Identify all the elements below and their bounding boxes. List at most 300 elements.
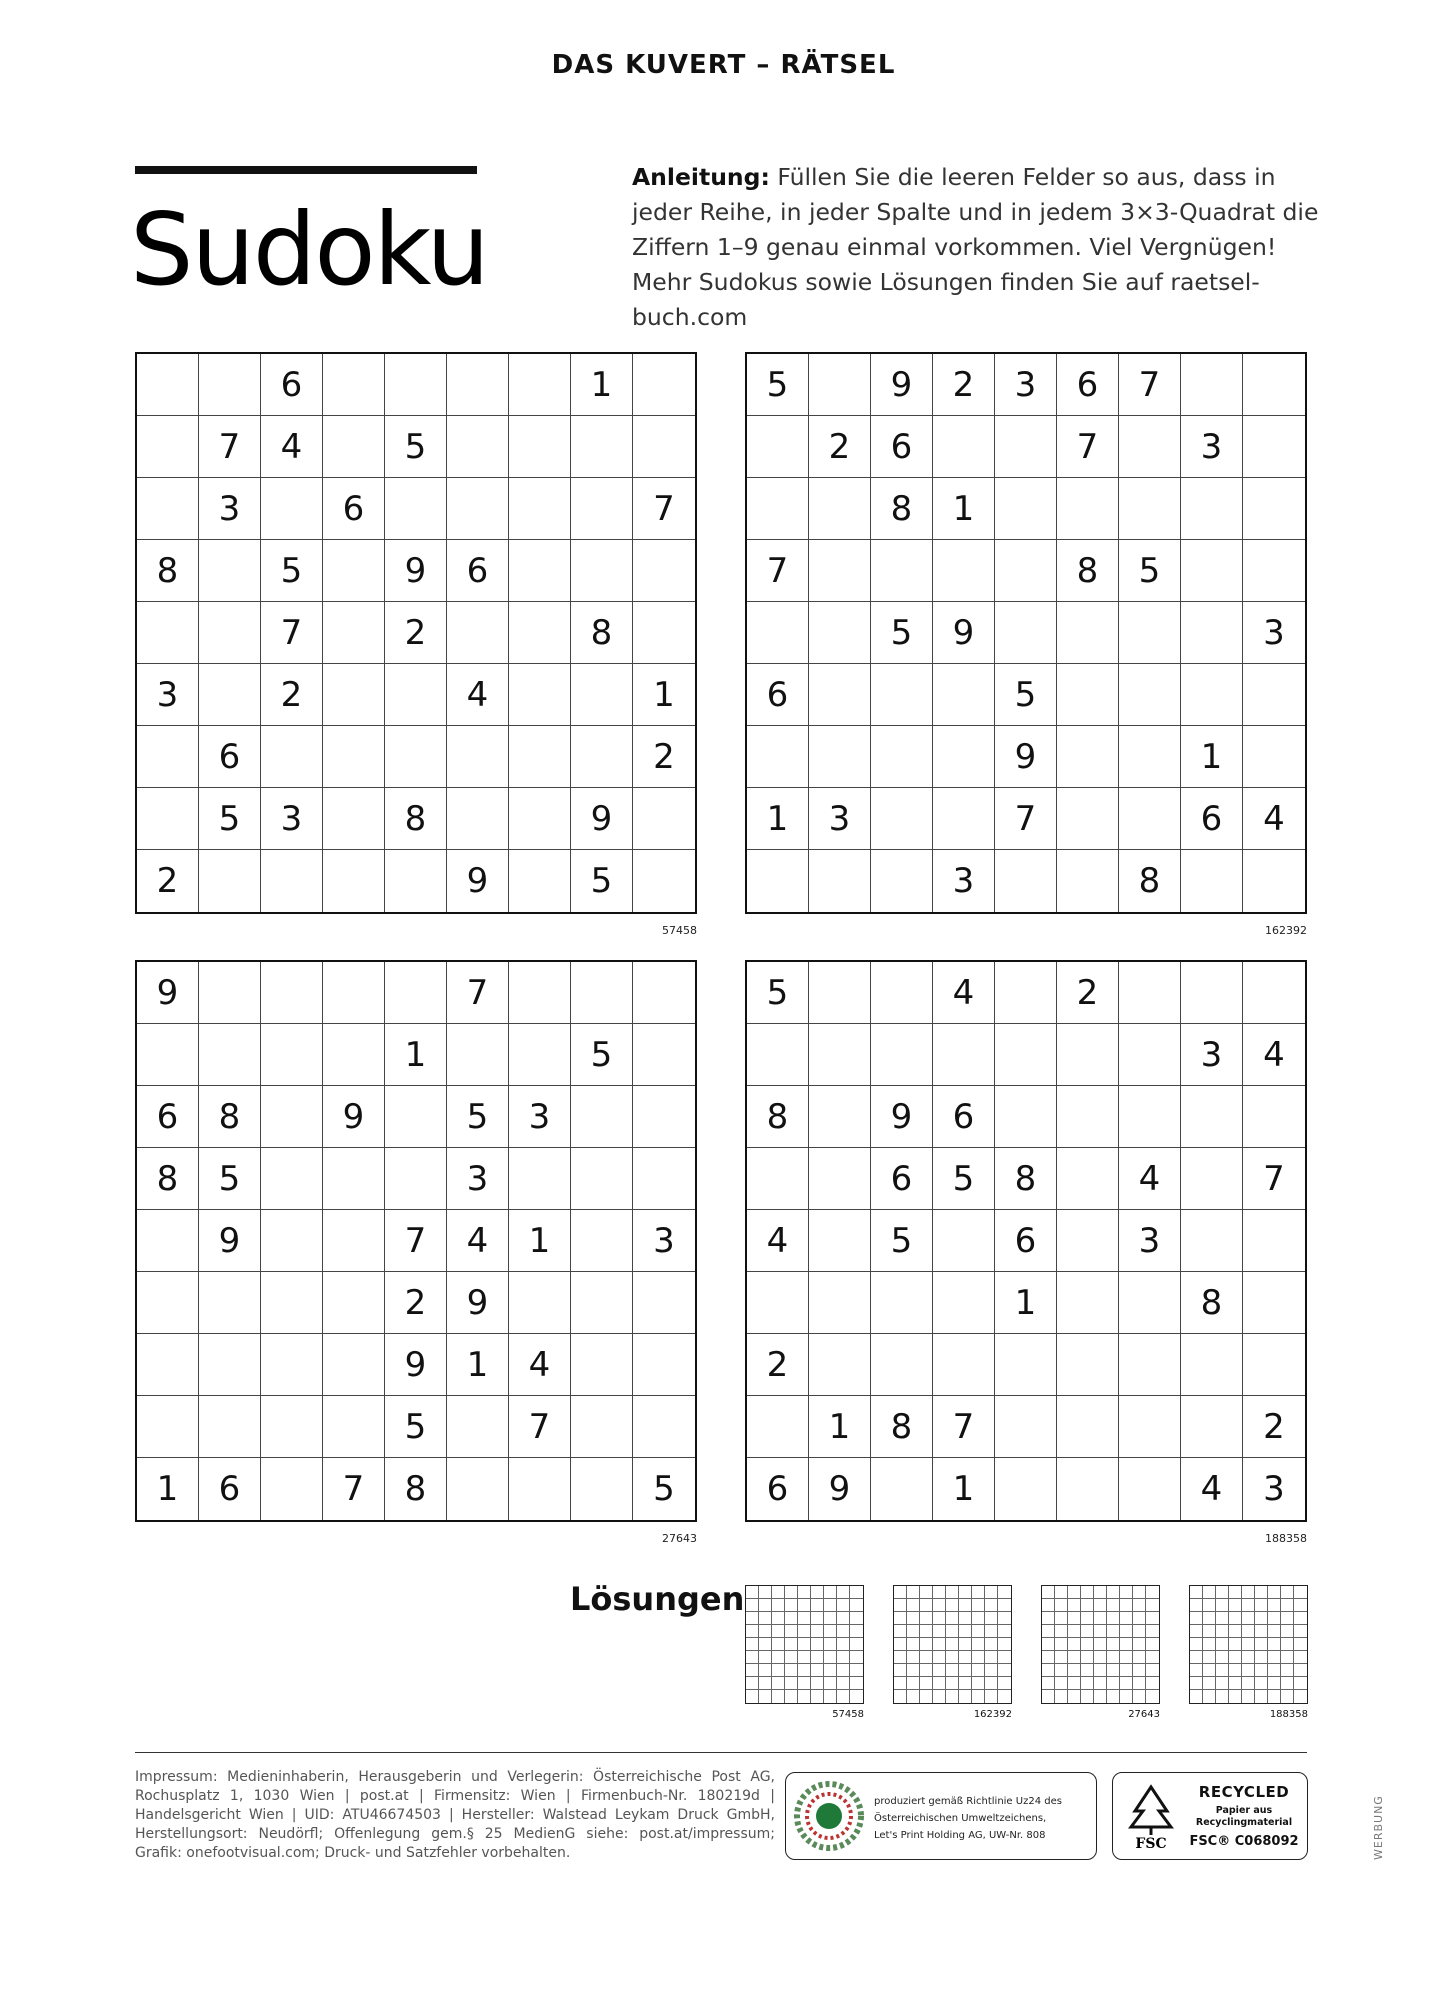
sudoku-cell[interactable]: 1 [633, 664, 695, 726]
sudoku-cell[interactable]: 1 [933, 478, 995, 540]
sudoku-cell[interactable] [809, 1086, 871, 1148]
sudoku-cell[interactable] [747, 478, 809, 540]
sudoku-cell[interactable] [1057, 1272, 1119, 1334]
sudoku-cell[interactable]: 6 [871, 1148, 933, 1210]
sudoku-cell[interactable] [1243, 1272, 1305, 1334]
sudoku-cell[interactable]: 4 [447, 1210, 509, 1272]
sudoku-cell[interactable] [323, 962, 385, 1024]
sudoku-cell[interactable] [509, 1458, 571, 1520]
sudoku-cell[interactable] [995, 1458, 1057, 1520]
sudoku-cell[interactable]: 7 [1119, 354, 1181, 416]
sudoku-cell[interactable] [447, 1458, 509, 1520]
sudoku-cell[interactable] [1119, 1272, 1181, 1334]
sudoku-cell[interactable]: 6 [261, 354, 323, 416]
sudoku-cell[interactable] [323, 788, 385, 850]
sudoku-cell[interactable] [385, 1086, 447, 1148]
sudoku-cell[interactable] [571, 1086, 633, 1148]
sudoku-cell[interactable] [447, 1024, 509, 1086]
sudoku-cell[interactable] [199, 962, 261, 1024]
sudoku-cell[interactable]: 6 [323, 478, 385, 540]
sudoku-cell[interactable] [261, 962, 323, 1024]
sudoku-cell[interactable] [137, 1272, 199, 1334]
sudoku-cell[interactable] [871, 540, 933, 602]
sudoku-cell[interactable] [509, 416, 571, 478]
sudoku-cell[interactable] [933, 726, 995, 788]
sudoku-cell[interactable]: 2 [747, 1334, 809, 1396]
sudoku-cell[interactable]: 4 [1119, 1148, 1181, 1210]
sudoku-cell[interactable] [571, 1272, 633, 1334]
sudoku-cell[interactable]: 4 [1181, 1458, 1243, 1520]
sudoku-cell[interactable]: 4 [261, 416, 323, 478]
sudoku-cell[interactable] [261, 1396, 323, 1458]
sudoku-cell[interactable]: 2 [1057, 962, 1119, 1024]
sudoku-cell[interactable]: 6 [199, 726, 261, 788]
sudoku-cell[interactable] [261, 726, 323, 788]
sudoku-cell[interactable] [199, 1272, 261, 1334]
sudoku-cell[interactable] [323, 416, 385, 478]
sudoku-cell[interactable] [871, 1272, 933, 1334]
sudoku-cell[interactable] [447, 726, 509, 788]
sudoku-cell[interactable]: 5 [653, 1469, 675, 1509]
sudoku-cell[interactable] [509, 478, 571, 540]
sudoku-cell[interactable] [385, 1148, 447, 1210]
sudoku-cell[interactable] [633, 850, 695, 912]
sudoku-cell[interactable]: 7 [323, 1458, 385, 1520]
sudoku-cell[interactable] [1057, 664, 1119, 726]
sudoku-cell[interactable] [385, 664, 447, 726]
sudoku-cell[interactable] [1181, 962, 1243, 1024]
sudoku-cell[interactable] [1119, 1458, 1181, 1520]
sudoku-cell[interactable] [995, 1396, 1057, 1458]
sudoku-cell[interactable] [447, 602, 509, 664]
sudoku-cell[interactable] [323, 664, 385, 726]
sudoku-cell[interactable] [1243, 354, 1305, 416]
sudoku-cell[interactable] [871, 850, 933, 912]
sudoku-cell[interactable]: 3 [809, 788, 871, 850]
sudoku-cell[interactable] [1243, 478, 1305, 540]
sudoku-cell[interactable] [199, 850, 261, 912]
sudoku-cell[interactable]: 8 [1181, 1272, 1243, 1334]
sudoku-cell[interactable] [261, 1148, 323, 1210]
sudoku-cell[interactable] [571, 540, 633, 602]
sudoku-cell[interactable] [571, 1396, 633, 1458]
sudoku-cell[interactable] [995, 1024, 1057, 1086]
sudoku-cell[interactable] [747, 602, 809, 664]
sudoku-cell[interactable]: 3 [633, 1210, 695, 1272]
sudoku-cell[interactable] [747, 726, 809, 788]
sudoku-cell[interactable] [1243, 664, 1305, 726]
sudoku-cell[interactable] [199, 664, 261, 726]
sudoku-cell[interactable] [571, 664, 633, 726]
sudoku-cell[interactable]: 2 [933, 354, 995, 416]
sudoku-cell[interactable]: 9 [385, 1334, 447, 1396]
sudoku-cell[interactable] [633, 1334, 695, 1396]
sudoku-cell[interactable] [1243, 850, 1305, 912]
sudoku-cell[interactable]: 7 [933, 1396, 995, 1458]
sudoku-cell[interactable] [633, 1086, 695, 1148]
sudoku-cell[interactable] [933, 664, 995, 726]
sudoku-cell[interactable] [1243, 726, 1305, 788]
sudoku-cell[interactable] [137, 478, 199, 540]
sudoku-cell[interactable] [809, 478, 871, 540]
sudoku-cell[interactable] [261, 1210, 323, 1272]
sudoku-cell[interactable]: 6 [747, 1458, 809, 1520]
sudoku-cell[interactable] [323, 1210, 385, 1272]
sudoku-cell[interactable] [995, 602, 1057, 664]
sudoku-cell[interactable]: 1 [1181, 726, 1243, 788]
sudoku-cell[interactable] [747, 1024, 809, 1086]
sudoku-cell[interactable] [1181, 664, 1243, 726]
sudoku-cell[interactable]: 5 [385, 416, 447, 478]
sudoku-cell[interactable]: 8 [995, 1148, 1057, 1210]
sudoku-cell[interactable] [509, 726, 571, 788]
sudoku-cell[interactable]: 5 [871, 602, 933, 664]
sudoku-cell[interactable]: 1 [933, 1458, 995, 1520]
sudoku-cell[interactable]: 4 [747, 1210, 809, 1272]
sudoku-cell[interactable] [323, 1024, 385, 1086]
sudoku-cell[interactable] [261, 1086, 323, 1148]
sudoku-cell[interactable] [509, 850, 571, 912]
sudoku-cell[interactable] [137, 1334, 199, 1396]
sudoku-cell[interactable] [1119, 1334, 1181, 1396]
sudoku-cell[interactable]: 5 [571, 1024, 633, 1086]
sudoku-cell[interactable]: 8 [385, 1458, 447, 1520]
sudoku-cell[interactable] [137, 788, 199, 850]
sudoku-cell[interactable]: 7 [385, 1210, 447, 1272]
sudoku-cell[interactable]: 2 [385, 602, 447, 664]
sudoku-cell[interactable]: 1 [809, 1396, 871, 1458]
sudoku-cell[interactable] [933, 788, 995, 850]
sudoku-cell[interactable] [809, 1210, 871, 1272]
sudoku-cell[interactable] [871, 962, 933, 1024]
sudoku-cell[interactable] [1057, 788, 1119, 850]
sudoku-cell[interactable]: 6 [1057, 354, 1119, 416]
sudoku-cell[interactable]: 2 [633, 726, 695, 788]
sudoku-cell[interactable] [633, 962, 695, 1024]
sudoku-cell[interactable] [199, 1396, 261, 1458]
sudoku-cell[interactable]: 6 [871, 416, 933, 478]
sudoku-cell[interactable]: 7 [447, 962, 509, 1024]
sudoku-cell[interactable]: 3 [447, 1148, 509, 1210]
sudoku-cell[interactable] [1057, 1148, 1119, 1210]
sudoku-cell[interactable] [323, 850, 385, 912]
sudoku-cell[interactable] [261, 1024, 323, 1086]
sudoku-cell[interactable] [933, 1272, 995, 1334]
sudoku-cell[interactable] [747, 1396, 809, 1458]
sudoku-cell[interactable] [199, 602, 261, 664]
sudoku-cell[interactable] [385, 726, 447, 788]
sudoku-cell[interactable] [633, 788, 695, 850]
sudoku-cell[interactable] [1119, 962, 1181, 1024]
sudoku-cell[interactable]: 3 [1181, 1024, 1243, 1086]
sudoku-cell[interactable] [995, 1334, 1057, 1396]
sudoku-cell[interactable] [509, 1272, 571, 1334]
sudoku-cell[interactable]: 3 [1263, 1469, 1285, 1509]
sudoku-cell[interactable] [995, 540, 1057, 602]
sudoku-cell[interactable] [633, 1024, 695, 1086]
sudoku-cell[interactable] [633, 602, 695, 664]
sudoku-cell[interactable]: 5 [995, 664, 1057, 726]
sudoku-cell[interactable]: 6 [933, 1086, 995, 1148]
sudoku-cell[interactable] [571, 726, 633, 788]
sudoku-cell[interactable]: 5 [933, 1148, 995, 1210]
sudoku-cell[interactable] [1119, 1396, 1181, 1458]
sudoku-cell[interactable] [1181, 1210, 1243, 1272]
sudoku-cell[interactable] [633, 416, 695, 478]
sudoku-cell[interactable] [137, 726, 199, 788]
sudoku-cell[interactable]: 3 [933, 850, 995, 912]
sudoku-cell[interactable] [1057, 1458, 1119, 1520]
sudoku-cell[interactable] [571, 416, 633, 478]
sudoku-cell[interactable] [1243, 1210, 1305, 1272]
sudoku-cell[interactable] [323, 1396, 385, 1458]
sudoku-cell[interactable]: 9 [447, 850, 509, 912]
sudoku-cell[interactable] [137, 354, 199, 416]
sudoku-cell[interactable]: 8 [571, 602, 633, 664]
sudoku-cell[interactable] [809, 1272, 871, 1334]
sudoku-cell[interactable]: 7 [1057, 416, 1119, 478]
sudoku-cell[interactable] [323, 1334, 385, 1396]
sudoku-cell[interactable]: 9 [199, 1210, 261, 1272]
sudoku-cell[interactable] [633, 1272, 695, 1334]
sudoku-cell[interactable] [385, 478, 447, 540]
sudoku-cell[interactable] [447, 478, 509, 540]
sudoku-cell[interactable] [1243, 962, 1305, 1024]
sudoku-cell[interactable] [261, 478, 323, 540]
sudoku-cell[interactable] [447, 1396, 509, 1458]
sudoku-cell[interactable]: 7 [199, 416, 261, 478]
sudoku-cell[interactable] [1057, 478, 1119, 540]
sudoku-cell[interactable] [633, 354, 695, 416]
sudoku-cell[interactable] [871, 1024, 933, 1086]
sudoku-cell[interactable] [1243, 1086, 1305, 1148]
sudoku-cell[interactable] [747, 850, 809, 912]
sudoku-cell[interactable] [571, 1148, 633, 1210]
sudoku-cell[interactable] [1119, 416, 1181, 478]
sudoku-cell[interactable] [1057, 602, 1119, 664]
sudoku-cell[interactable]: 2 [1243, 1396, 1305, 1458]
sudoku-cell[interactable] [809, 354, 871, 416]
sudoku-cell[interactable] [1181, 1396, 1243, 1458]
sudoku-cell[interactable] [1119, 726, 1181, 788]
sudoku-cell[interactable] [323, 1148, 385, 1210]
sudoku-cell[interactable] [1181, 354, 1243, 416]
sudoku-cell[interactable] [933, 1024, 995, 1086]
sudoku-cell[interactable] [323, 1272, 385, 1334]
sudoku-cell[interactable]: 6 [447, 540, 509, 602]
sudoku-cell[interactable] [809, 1024, 871, 1086]
sudoku-cell[interactable] [137, 602, 199, 664]
sudoku-cell[interactable] [509, 788, 571, 850]
sudoku-cell[interactable] [809, 602, 871, 664]
sudoku-cell[interactable]: 5 [871, 1210, 933, 1272]
sudoku-cell[interactable]: 2 [137, 850, 199, 912]
sudoku-cell[interactable] [995, 962, 1057, 1024]
sudoku-cell[interactable] [261, 1458, 323, 1520]
sudoku-cell[interactable]: 5 [199, 1148, 261, 1210]
sudoku-cell[interactable]: 5 [447, 1086, 509, 1148]
sudoku-cell[interactable] [571, 1334, 633, 1396]
sudoku-cell[interactable] [995, 478, 1057, 540]
sudoku-cell[interactable] [809, 962, 871, 1024]
sudoku-cell[interactable] [633, 1148, 695, 1210]
sudoku-cell[interactable]: 1 [137, 1458, 199, 1520]
sudoku-cell[interactable] [1057, 1334, 1119, 1396]
sudoku-cell[interactable] [509, 664, 571, 726]
sudoku-cell[interactable] [1057, 726, 1119, 788]
sudoku-cell[interactable]: 7 [1243, 1148, 1305, 1210]
sudoku-cell[interactable]: 8 [199, 1086, 261, 1148]
sudoku-cell[interactable] [261, 850, 323, 912]
sudoku-cell[interactable] [1119, 788, 1181, 850]
sudoku-cell[interactable]: 4 [447, 664, 509, 726]
sudoku-cell[interactable] [633, 1396, 695, 1458]
sudoku-cell[interactable] [747, 1148, 809, 1210]
sudoku-cell[interactable] [571, 1210, 633, 1272]
sudoku-cell[interactable] [385, 962, 447, 1024]
sudoku-cell[interactable] [1057, 1210, 1119, 1272]
sudoku-cell[interactable] [809, 664, 871, 726]
sudoku-cell[interactable]: 3 [1119, 1210, 1181, 1272]
sudoku-cell[interactable] [871, 1334, 933, 1396]
sudoku-cell[interactable]: 1 [509, 1210, 571, 1272]
sudoku-cell[interactable]: 8 [871, 478, 933, 540]
sudoku-cell[interactable]: 1 [385, 1024, 447, 1086]
sudoku-cell[interactable]: 8 [747, 1086, 809, 1148]
sudoku-cell[interactable]: 5 [747, 962, 809, 1024]
sudoku-cell[interactable]: 6 [199, 1458, 261, 1520]
sudoku-cell[interactable] [571, 1458, 633, 1520]
sudoku-cell[interactable]: 5 [747, 354, 809, 416]
sudoku-cell[interactable] [871, 788, 933, 850]
sudoku-cell[interactable] [871, 1458, 933, 1520]
sudoku-cell[interactable] [747, 416, 809, 478]
sudoku-cell[interactable] [1119, 602, 1181, 664]
sudoku-cell[interactable] [1057, 1024, 1119, 1086]
sudoku-cell[interactable] [1181, 1086, 1243, 1148]
sudoku-cell[interactable]: 9 [933, 602, 995, 664]
sudoku-cell[interactable] [933, 1334, 995, 1396]
sudoku-cell[interactable] [1119, 478, 1181, 540]
sudoku-cell[interactable]: 9 [809, 1458, 871, 1520]
sudoku-cell[interactable] [933, 416, 995, 478]
sudoku-cell[interactable]: 2 [261, 664, 323, 726]
sudoku-cell[interactable]: 9 [571, 788, 633, 850]
sudoku-cell[interactable]: 1 [447, 1334, 509, 1396]
sudoku-cell[interactable] [809, 850, 871, 912]
sudoku-cell[interactable]: 3 [509, 1086, 571, 1148]
sudoku-cell[interactable]: 2 [385, 1272, 447, 1334]
sudoku-cell[interactable]: 8 [1119, 850, 1181, 912]
sudoku-cell[interactable] [447, 354, 509, 416]
sudoku-cell[interactable]: 3 [995, 354, 1057, 416]
sudoku-cell[interactable]: 9 [995, 726, 1057, 788]
sudoku-cell[interactable] [1181, 540, 1243, 602]
sudoku-cell[interactable] [199, 1024, 261, 1086]
sudoku-cell[interactable] [447, 788, 509, 850]
sudoku-cell[interactable] [323, 726, 385, 788]
sudoku-cell[interactable] [1119, 1086, 1181, 1148]
sudoku-cell[interactable] [509, 540, 571, 602]
sudoku-cell[interactable] [261, 1272, 323, 1334]
sudoku-cell[interactable]: 1 [571, 354, 633, 416]
sudoku-cell[interactable] [1057, 1086, 1119, 1148]
sudoku-cell[interactable] [1181, 850, 1243, 912]
sudoku-cell[interactable] [809, 540, 871, 602]
sudoku-cell[interactable]: 8 [871, 1396, 933, 1458]
sudoku-cell[interactable] [199, 1334, 261, 1396]
sudoku-cell[interactable]: 3 [1243, 602, 1305, 664]
sudoku-cell[interactable]: 9 [385, 540, 447, 602]
sudoku-cell[interactable] [1181, 602, 1243, 664]
sudoku-cell[interactable] [199, 540, 261, 602]
sudoku-cell[interactable]: 9 [447, 1272, 509, 1334]
sudoku-cell[interactable] [509, 354, 571, 416]
sudoku-cell[interactable]: 4 [509, 1334, 571, 1396]
sudoku-cell[interactable] [323, 602, 385, 664]
sudoku-cell[interactable]: 3 [1181, 416, 1243, 478]
sudoku-cell[interactable] [995, 850, 1057, 912]
sudoku-cell[interactable] [871, 726, 933, 788]
sudoku-cell[interactable] [323, 354, 385, 416]
sudoku-cell[interactable] [1181, 1334, 1243, 1396]
sudoku-cell[interactable] [933, 1210, 995, 1272]
sudoku-cell[interactable] [509, 962, 571, 1024]
sudoku-cell[interactable]: 8 [1057, 540, 1119, 602]
sudoku-cell[interactable]: 5 [571, 850, 633, 912]
sudoku-cell[interactable]: 7 [509, 1396, 571, 1458]
sudoku-cell[interactable]: 2 [809, 416, 871, 478]
sudoku-cell[interactable] [137, 1024, 199, 1086]
sudoku-cell[interactable]: 6 [1181, 788, 1243, 850]
sudoku-cell[interactable] [747, 1272, 809, 1334]
sudoku-cell[interactable] [385, 850, 447, 912]
sudoku-cell[interactable] [809, 1148, 871, 1210]
sudoku-cell[interactable]: 5 [199, 788, 261, 850]
sudoku-cell[interactable]: 8 [385, 788, 447, 850]
sudoku-cell[interactable] [323, 540, 385, 602]
sudoku-cell[interactable]: 8 [137, 540, 199, 602]
sudoku-cell[interactable]: 9 [137, 962, 199, 1024]
sudoku-cell[interactable] [137, 1396, 199, 1458]
sudoku-cell[interactable] [1119, 1024, 1181, 1086]
sudoku-cell[interactable] [571, 478, 633, 540]
sudoku-cell[interactable] [1181, 478, 1243, 540]
sudoku-cell[interactable] [871, 664, 933, 726]
sudoku-cell[interactable]: 7 [995, 788, 1057, 850]
sudoku-cell[interactable]: 7 [633, 478, 695, 540]
sudoku-cell[interactable] [571, 962, 633, 1024]
sudoku-cell[interactable]: 7 [747, 540, 809, 602]
sudoku-cell[interactable] [385, 354, 447, 416]
sudoku-cell[interactable] [509, 602, 571, 664]
sudoku-cell[interactable] [1057, 1396, 1119, 1458]
sudoku-cell[interactable] [1243, 416, 1305, 478]
sudoku-cell[interactable] [1243, 1334, 1305, 1396]
sudoku-cell[interactable]: 6 [137, 1086, 199, 1148]
sudoku-cell[interactable] [447, 416, 509, 478]
sudoku-cell[interactable] [633, 540, 695, 602]
sudoku-cell[interactable]: 3 [137, 664, 199, 726]
sudoku-cell[interactable] [1057, 850, 1119, 912]
sudoku-cell[interactable]: 5 [1119, 540, 1181, 602]
sudoku-cell[interactable] [509, 1024, 571, 1086]
sudoku-cell[interactable] [509, 1148, 571, 1210]
sudoku-cell[interactable]: 5 [261, 540, 323, 602]
sudoku-cell[interactable] [137, 1210, 199, 1272]
sudoku-cell[interactable]: 1 [747, 788, 809, 850]
sudoku-cell[interactable] [995, 1086, 1057, 1148]
